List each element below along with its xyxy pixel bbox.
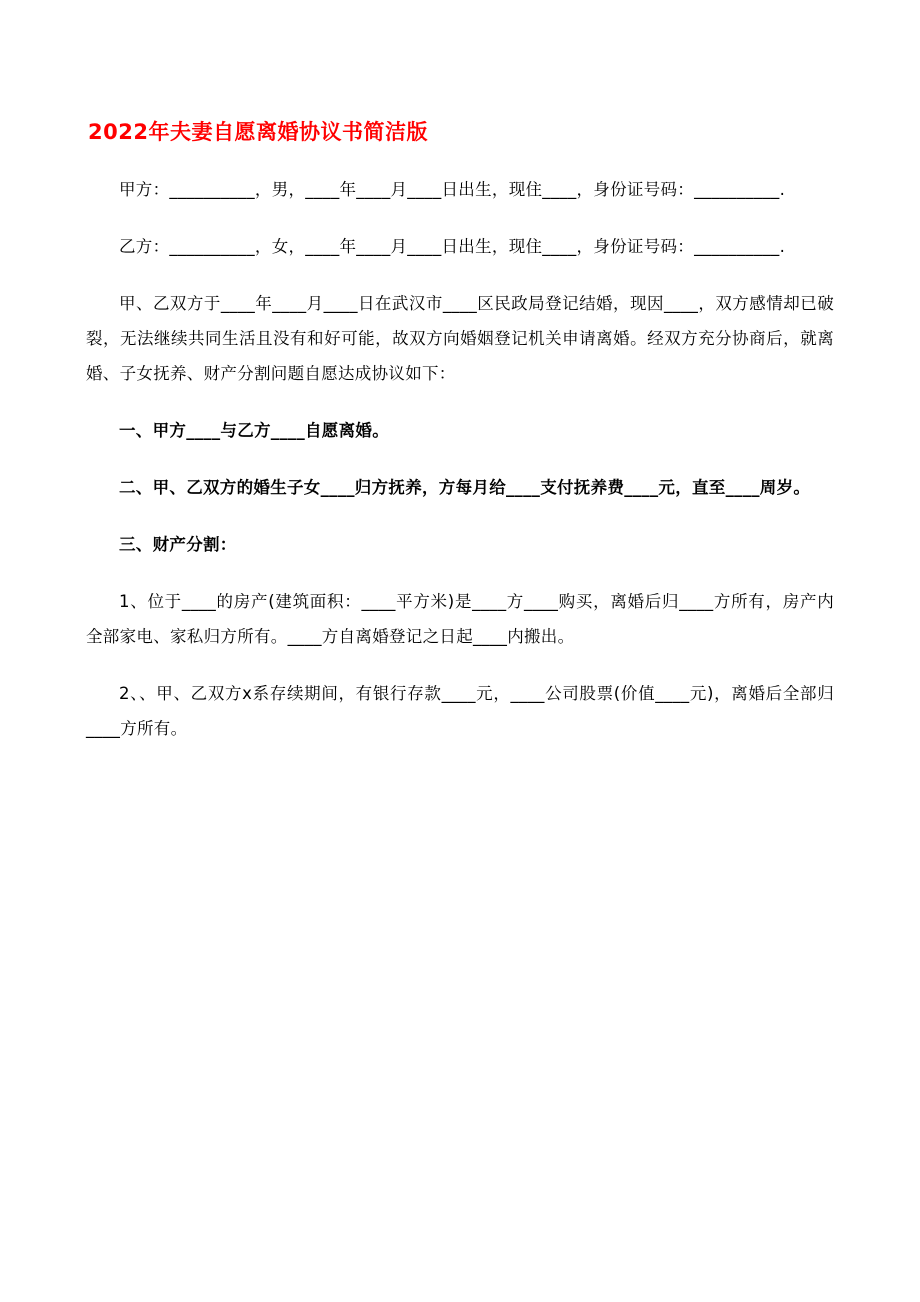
spacer bbox=[86, 392, 834, 414]
spacer bbox=[86, 563, 834, 585]
page-title: 2022年夫妻自愿离婚协议书简洁版 bbox=[88, 120, 428, 144]
spacer bbox=[86, 147, 834, 173]
preamble-paragraph: 甲、乙双方于____年____月____日在武汉市____区民政局登记结婚，现因____，双方感情却已破裂，无法继续共同生活且没有和好可能，故双方向婚姻登记机关申请离婚。经双方充分协商后，就离婚、子女抚养、财产分割问题自愿达成协议如下： bbox=[86, 294, 834, 384]
clause-three-item-one: 1、位于____的房产(建筑面积：____平方米)是____方____购买，离婚后归____方所有，房产内全部家电、家私归方所有。____方自离婚登记之日起____内搬出。 bbox=[86, 592, 834, 647]
spacer bbox=[86, 506, 834, 528]
clause-one: 一、甲方____与乙方____自愿离婚。 bbox=[119, 421, 389, 441]
clause-two: 二、甲、乙双方的婚生子女____归方抚养，方每月给____支付抚养费____元，直至____周岁。 bbox=[119, 478, 811, 498]
spacer bbox=[86, 449, 834, 471]
clause-three: 三、财产分割： bbox=[119, 535, 237, 555]
spacer bbox=[86, 265, 834, 287]
party-a-paragraph: 甲方：__________，男，____年____月____日出生，现住____，身份证号码：__________. bbox=[119, 180, 786, 200]
spacer bbox=[86, 655, 834, 677]
spacer bbox=[86, 208, 834, 230]
party-b-paragraph: 乙方：__________，女，____年____月____日出生，现住____，身份证号码：__________. bbox=[119, 237, 786, 257]
clause-three-item-two: 2、、甲、乙双方x系存续期间，有银行存款____元，____公司股票(价值____元)，离婚后全部归____方所有。 bbox=[86, 684, 834, 739]
